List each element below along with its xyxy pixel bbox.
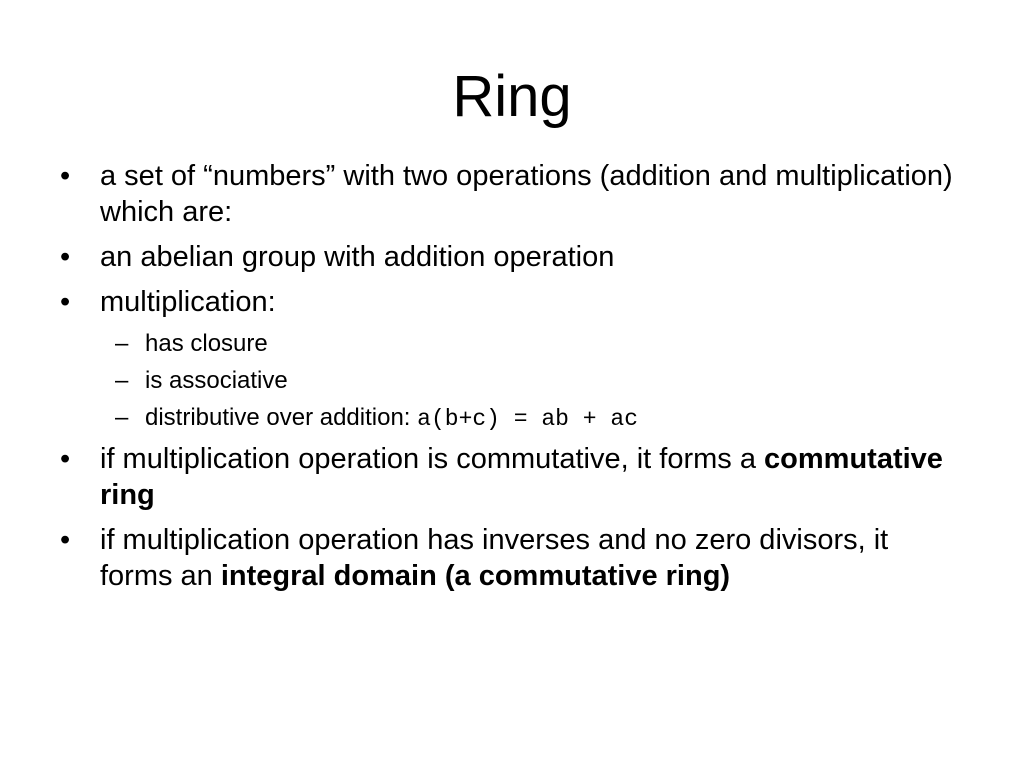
sub-item-text: has closure xyxy=(145,330,268,357)
bullet-text: if multiplication operation is commutative, it forms a xyxy=(100,443,765,475)
slide-title: Ring xyxy=(452,64,572,129)
bullet-item-abelian-group xyxy=(60,239,960,275)
bullet-item-set-of-numbers xyxy=(60,158,960,230)
bold-term-integral-domain: integral domain (a commutative ring) xyxy=(220,560,731,592)
bullet-text: if multiplication operation has inverses and no zero divisors, it forms an xyxy=(100,524,889,592)
bullet-icon: • xyxy=(60,160,71,192)
bullet-text: a set of “numbers” with two operations (addition and multiplication) which are: xyxy=(100,160,953,228)
bullet-text: an abelian group with addition operation xyxy=(100,241,615,273)
dash-icon: – xyxy=(115,404,129,431)
bullet-icon: • xyxy=(60,241,71,273)
bullet-item-commutative-ring xyxy=(60,441,960,513)
bullet-icon: • xyxy=(60,286,71,318)
distributive-formula: a(b+c) = ab + ac xyxy=(417,406,638,432)
bullet-text: multiplication: xyxy=(100,286,276,318)
sub-item-text: is associative xyxy=(145,367,288,394)
sub-item-text: distributive over addition: xyxy=(145,404,418,431)
sub-item-closure xyxy=(60,329,960,359)
dash-icon: – xyxy=(115,330,129,357)
bold-term-commutative-ring: commutative ring xyxy=(100,443,943,511)
bullet-icon: • xyxy=(60,443,71,475)
bullet-icon: • xyxy=(60,524,71,556)
sub-item-associative xyxy=(60,366,960,396)
sub-list-multiplication xyxy=(60,329,960,434)
slide-body xyxy=(60,158,960,603)
sub-item-distributive xyxy=(60,403,960,434)
bullet-item-multiplication xyxy=(60,284,960,320)
bullet-item-integral-domain xyxy=(60,522,960,594)
dash-icon: – xyxy=(115,367,129,394)
